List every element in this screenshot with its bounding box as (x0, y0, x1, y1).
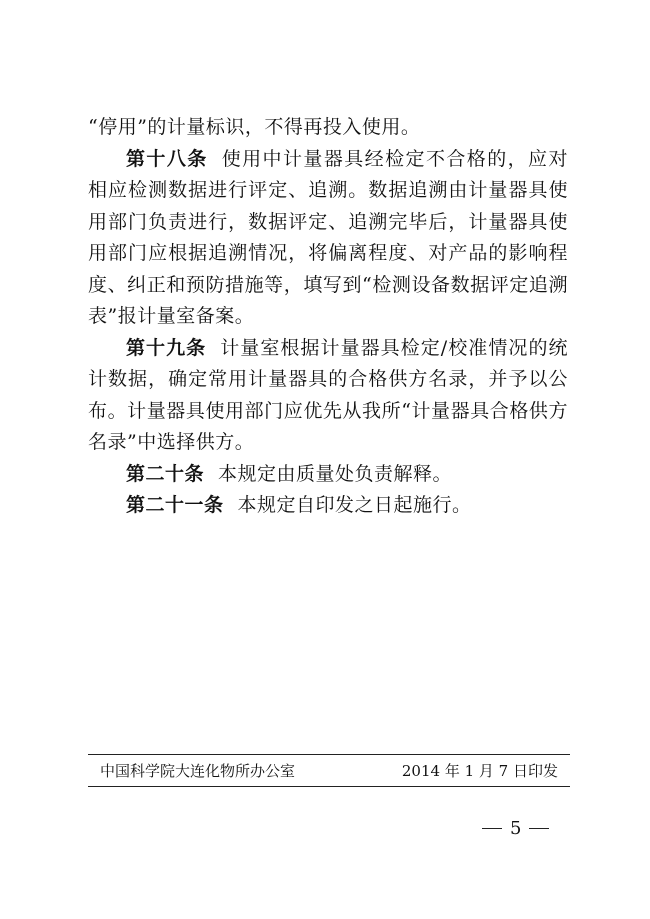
article-21 (88, 490, 568, 522)
article-text: 计量室根据计量器具检定/校准情况的统计数据，确定常用计量器具的合格供方名录，并予以公布。计量器具使用部门应优先从我所“计量器具合格供方名录”中选择供方。 (88, 336, 568, 453)
dash-left (482, 828, 502, 829)
article-19 (88, 333, 568, 459)
issuance-footer (100, 760, 558, 781)
article-20 (88, 459, 568, 491)
footer-bottom-rule (88, 786, 570, 787)
article-heading: 第二十一条 (126, 494, 224, 516)
article-heading: 第十九条 (126, 336, 207, 359)
page-number (482, 818, 549, 839)
article-18 (88, 144, 568, 333)
article-heading: 第十八条 (126, 147, 208, 170)
paragraph-text: “停用”的计量标识，不得再投入使用。 (88, 116, 421, 138)
article-text: 使用中计量器具经检定不合格的，应对相应检测数据进行评定、追溯。数据追溯由计量器具使用部门负责进行，数据评定、追溯完毕后，计量器具使用部门应根据追溯情况，将偏离程度、对产品的影响程度、纠正和预防措施等，填写到“检测设备数据评定追溯表”报计量室备案。 (88, 147, 568, 327)
article-heading: 第二十条 (126, 462, 205, 485)
article-text: 本规定自印发之日起施行。 (237, 494, 472, 516)
paragraph-continuation (88, 112, 568, 144)
dash-right (529, 828, 549, 829)
issuer-name: 中国科学院大连化物所办公室 (100, 762, 296, 780)
document-body (88, 112, 568, 522)
article-text: 本规定由质量处负责解释。 (218, 462, 453, 485)
footer-top-rule (88, 754, 570, 755)
page-number-value: 5 (510, 818, 522, 839)
issue-date: 2014 年 1 月 7 日印发 (401, 762, 558, 780)
